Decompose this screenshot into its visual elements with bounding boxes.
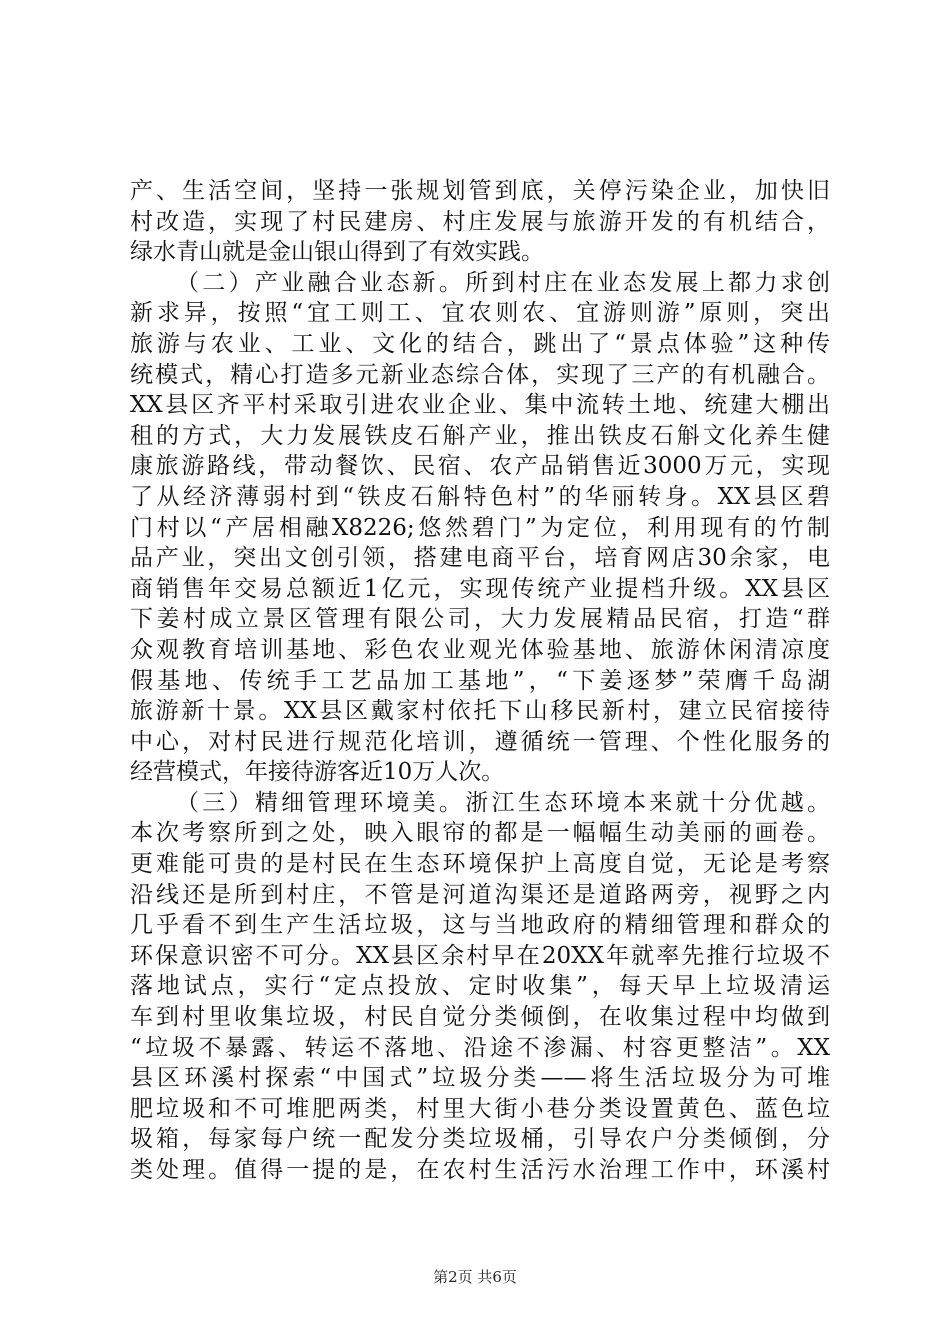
- body-text: [130, 176, 830, 1186]
- text-line: 环保意识密不可分。XX县区余村早在20XX年就率先推行垃圾不: [130, 942, 830, 969]
- text-line: 产、生活空间，坚持一张规划管到底，关停污染企业，加快旧: [130, 178, 830, 204]
- text-line: 众观教育培训基地、彩色农业观光体验基地、旅游休闲清凉度: [130, 636, 830, 663]
- text-line: 类处理。值得一提的是，在农村生活污水治理工作中，环溪村: [130, 1157, 830, 1183]
- text-line: 村改造，实现了村民建房、村庄发展与旅游开发的有机结合，: [130, 208, 830, 235]
- text-line: 租的方式，大力发展铁皮石斛产业，推出铁皮石斛文化养生健: [130, 422, 830, 449]
- text-line: 康旅游路线，带动餐饮、民宿、农产品销售近3000万元，实现: [130, 453, 830, 480]
- text-line: 旅游与农业、工业、文化的结合，跳出了“景点体验”这种传: [130, 330, 830, 357]
- text-line: 了从经济薄弱村到“铁皮石斛特色村”的华丽转身。XX县区碧: [130, 483, 830, 510]
- section-heading-line: （二）产业融合业态新。所到村庄在业态发展上都力求创: [176, 269, 830, 296]
- text-line: 中心，对村民进行规范化培训，遵循统一管理、个性化服务的: [130, 728, 830, 755]
- text-line: 圾箱，每家每户统一配发分类垃圾桶，引导农户分类倾倒，分: [130, 1126, 830, 1153]
- text-line: 商销售年交易总额近1亿元，实现传统产业提档升级。XX县区: [130, 575, 830, 602]
- text-line: 经营模式，年接待游客近10万人次。: [130, 759, 505, 786]
- text-line: 门村以“产居相融X8226;悠然碧门”为定位，利用现有的竹制: [130, 514, 830, 541]
- text-line: 旅游新十景。XX县区戴家村依托下山移民新村，建立民宿接待: [130, 698, 830, 725]
- text-line: 本次考察所到之处，映入眼帘的都是一幅幅生动美丽的画卷。: [130, 820, 830, 847]
- text-line: 假基地、传统手工艺品加工基地”，“下姜逐梦”荣膺千岛湖: [130, 667, 830, 694]
- text-line: 新求异，按照“宜工则工、宜农则农、宜游则游”原则，突出: [130, 300, 830, 327]
- text-line: XX县区齐平村采取引进农业企业、集中流转土地、统建大棚出: [130, 392, 830, 419]
- text-line: 几乎看不到生产生活垃圾，这与当地政府的精细管理和群众的: [130, 912, 830, 939]
- text-line: “垃圾不暴露、转运不落地、沿途不渗漏、村容更整洁”。XX: [130, 1034, 830, 1061]
- text-line: 下姜村成立景区管理有限公司，大力发展精品民宿，打造“群: [130, 606, 830, 633]
- text-line: 县区环溪村探索“中国式”垃圾分类——将生活垃圾分为可堆: [130, 1065, 830, 1092]
- text-line: 品产业，突出文创引领，搭建电商平台，培育网店30余家，电: [130, 545, 830, 572]
- text-line: 落地试点，实行“定点投放、定时收集”，每天早上垃圾清运: [130, 973, 830, 1000]
- text-line: 肥垃圾和不可堆肥两类，村里大街小巷分类设置黄色、蓝色垃: [130, 1095, 830, 1122]
- text-line: 车到村里收集垃圾，村民自觉分类倾倒，在收集过程中均做到: [130, 1004, 830, 1031]
- section-heading-line: （三）精细管理环境美。浙江生态环境本来就十分优越。: [176, 789, 830, 816]
- text-line: 更难能可贵的是村民在生态环境保护上高度自觉，无论是考察: [130, 851, 830, 878]
- page-footer: 第2页 共6页: [433, 1268, 517, 1286]
- text-line: 绿水青山就是金山银山得到了有效实践。: [130, 239, 544, 266]
- text-line: 统模式，精心打造多元新业态综合体，实现了三产的有机融合。: [130, 361, 830, 388]
- text-line: 沿线还是所到村庄，不管是河道沟渠还是道路两旁，视野之内: [130, 881, 830, 908]
